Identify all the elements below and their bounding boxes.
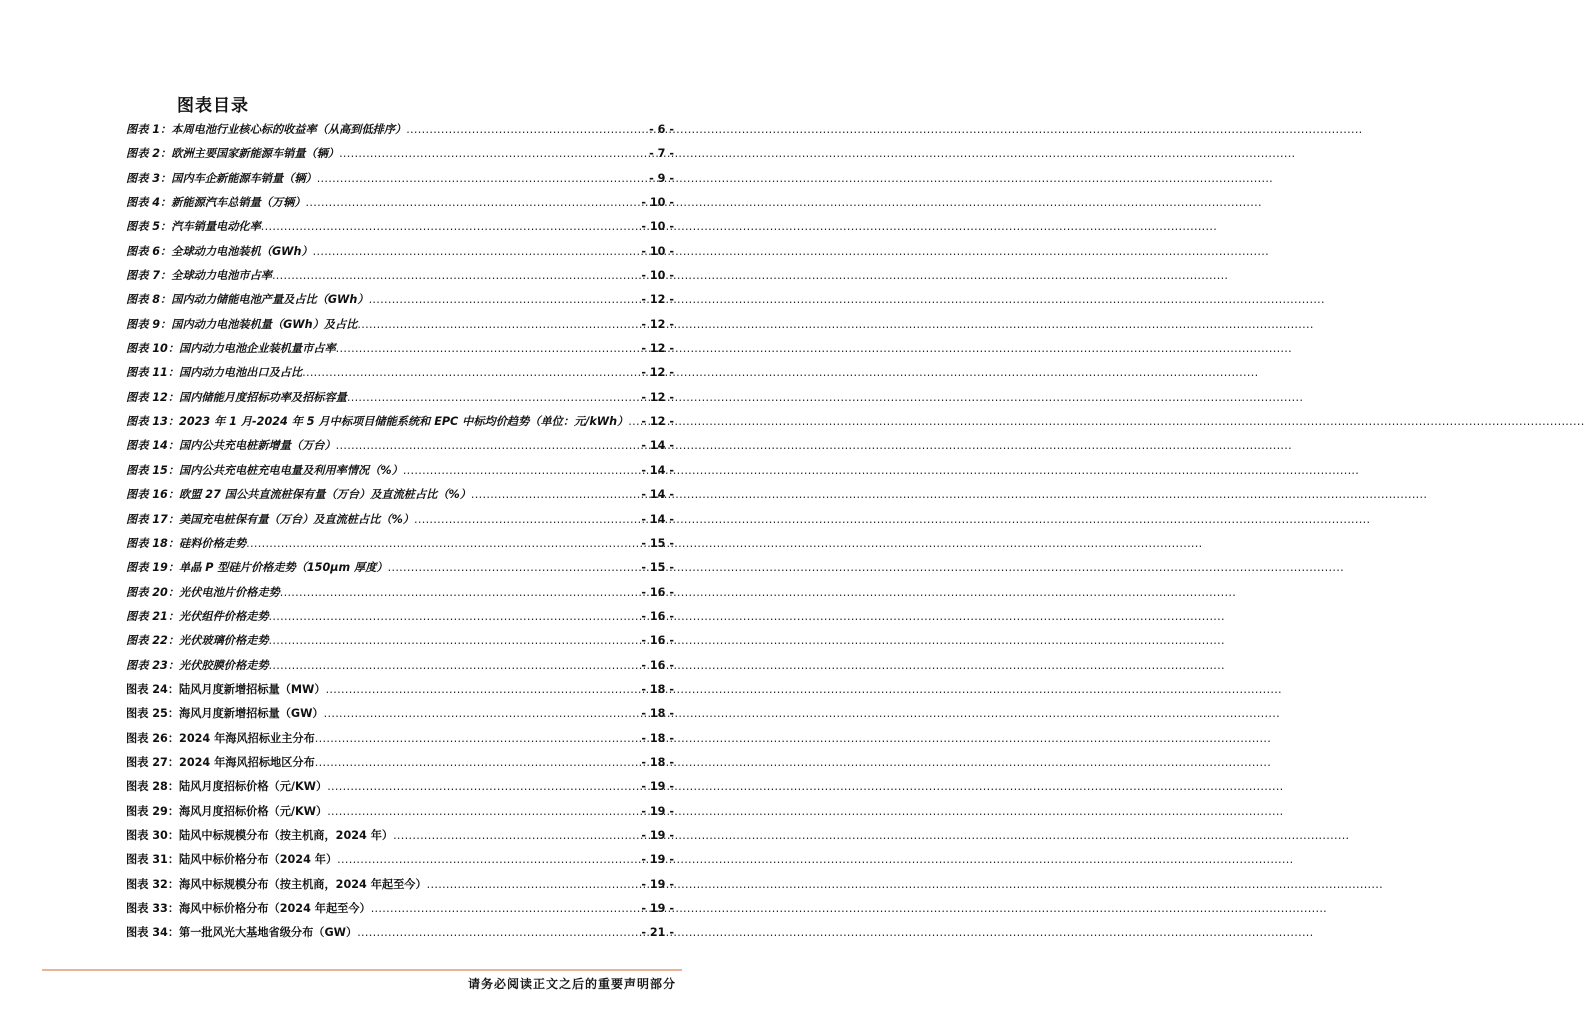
- toc-entry[interactable]: [126, 215, 674, 239]
- toc-entry-title: 陆风月度新增招标量（MW）: [179, 682, 326, 696]
- toc-entry-title: 海风中标价格分布（2024 年起至今）: [179, 902, 371, 915]
- toc-entry[interactable]: [126, 508, 674, 532]
- dot-leader: [388, 556, 642, 580]
- dot-leader: [357, 313, 641, 337]
- toc-entry-label: 图表 29：: [126, 804, 180, 818]
- toc-entry[interactable]: [126, 629, 674, 653]
- toc-entry-label: 图表 7：: [126, 269, 172, 283]
- toc-entry-page: - 19 -: [641, 780, 674, 794]
- toc-entry-label: 图表 3：: [126, 171, 172, 185]
- dot-leader: [336, 337, 642, 361]
- dot-leader: [327, 775, 641, 799]
- toc-entry-label: 图表 23：: [126, 658, 180, 672]
- toc-entry-label: 图表 31：: [126, 853, 180, 867]
- toc-entry-label: 图表 12：: [126, 390, 180, 404]
- toc-entry-page: - 16 -: [641, 585, 674, 599]
- toc-entry-label: 图表 4：: [126, 196, 172, 210]
- toc-entry-label: 图表 11：: [126, 366, 180, 380]
- toc-entry[interactable]: [126, 483, 674, 507]
- toc-entry-title: 全球动力电池装机（GWh）: [171, 244, 313, 258]
- toc-entry[interactable]: [126, 678, 674, 702]
- toc-entry-page: - 12 -: [641, 366, 674, 380]
- toc-entry-page: - 12 -: [641, 317, 674, 331]
- dot-leader: [336, 434, 642, 458]
- toc-entry[interactable]: [126, 824, 674, 848]
- toc-entry-page: - 12 -: [641, 293, 674, 307]
- dot-leader: [339, 142, 649, 166]
- toc-entry[interactable]: [126, 873, 674, 897]
- toc-entry[interactable]: [126, 751, 674, 775]
- toc-entry-label: 图表 1：: [126, 123, 172, 136]
- toc-entry[interactable]: [126, 386, 674, 410]
- toc-entry-label: 图表 2：: [126, 147, 172, 161]
- toc-entry-title: 陆风中标价格分布（2024 年）: [179, 853, 338, 867]
- toc-entry[interactable]: [126, 775, 674, 799]
- dot-leader: [313, 240, 642, 264]
- toc-entry-label: 图表 18：: [126, 536, 180, 550]
- toc-entry-page: - 21 -: [641, 926, 674, 940]
- toc-entry[interactable]: [126, 337, 674, 361]
- toc-entry-label: 图表 17：: [126, 512, 180, 526]
- toc-entry[interactable]: [126, 848, 674, 872]
- toc-entry-page: - 15 -: [641, 536, 674, 550]
- toc-entry-page: - 10 -: [641, 244, 674, 258]
- dot-leader: [357, 921, 641, 945]
- dot-leader: [326, 678, 642, 702]
- toc-entry-page: - 6 -: [649, 123, 674, 136]
- toc-entry-title: 欧洲主要国家新能源车销量（辆）: [171, 147, 340, 161]
- dot-leader: [246, 532, 641, 556]
- toc-entry[interactable]: [126, 654, 674, 678]
- toc-entry-label: 图表 20：: [126, 585, 180, 599]
- toc-entry[interactable]: [126, 897, 674, 921]
- dot-leader: [269, 629, 642, 653]
- toc-entry-page: - 18 -: [641, 682, 674, 696]
- dot-leader: [315, 751, 642, 775]
- toc-entry-title: 本周电池行业核心标的收益率（从高到低排序）: [171, 123, 407, 136]
- toc-entry-title: 2024 年海风招标地区分布: [179, 755, 315, 769]
- dot-leader: [269, 605, 642, 629]
- footer-divider: [42, 969, 682, 971]
- toc-entry-label: 图表 26：: [126, 731, 180, 745]
- toc-entry-page: - 16 -: [641, 609, 674, 623]
- dot-leader: [471, 483, 641, 507]
- toc-entry-label: 图表 6：: [126, 244, 172, 258]
- dot-leader: [327, 800, 641, 824]
- dot-leader: [406, 118, 649, 142]
- toc-entry-title: 国内动力电池出口及占比: [179, 366, 303, 380]
- toc-entry[interactable]: [126, 605, 674, 629]
- toc-entry-label: 图表 32：: [126, 877, 180, 891]
- toc-entry-title: 光伏电池片价格走势: [179, 585, 280, 599]
- toc-entry-page: - 19 -: [641, 853, 674, 867]
- toc-entry-title: 国内动力储能电池产量及占比（GWh）: [171, 293, 369, 307]
- toc-entry[interactable]: [126, 142, 674, 166]
- toc-entry-page: - 14 -: [641, 439, 674, 453]
- toc-entry-page: - 16 -: [641, 634, 674, 648]
- toc-entry-label: 图表 16：: [126, 488, 180, 502]
- toc-entry-page: - 19 -: [641, 804, 674, 818]
- toc-entry-page: - 9 -: [649, 171, 674, 185]
- toc-entry-page: - 18 -: [641, 731, 674, 745]
- toc-entry-page: - 10 -: [641, 269, 674, 283]
- toc-entry-page: - 12 -: [641, 342, 674, 356]
- toc-entry-page: - 18 -: [641, 755, 674, 769]
- toc-entry[interactable]: [126, 581, 674, 605]
- toc-entry[interactable]: [126, 921, 674, 945]
- toc-entry-label: 图表 14：: [126, 439, 180, 453]
- toc-entry[interactable]: [126, 167, 674, 191]
- toc-entry-label: 图表 19：: [126, 561, 180, 575]
- dot-leader: [371, 897, 642, 921]
- toc-entry-title: 海风月度新增招标量（GW）: [179, 707, 324, 721]
- toc-entry-label: 图表 13：: [126, 415, 180, 429]
- toc-entry-title: 新能源汽车总销量（万辆）: [171, 196, 306, 210]
- toc-entry-title: 海风月度招标价格（元/KW）: [179, 804, 328, 818]
- toc-entry-label: 图表 25：: [126, 707, 180, 721]
- toc-entry[interactable]: [126, 434, 674, 458]
- toc-entry-title: 海风中标规模分布（按主机商，2024 年起至今）: [179, 877, 427, 891]
- toc-entry-label: 图表 9：: [126, 317, 172, 331]
- toc-entry-page: - 10 -: [641, 220, 674, 234]
- toc-entry-page: - 12 -: [641, 415, 674, 429]
- toc-entry-title: 欧盟 27 国公共直流桩保有量（万台）及直流桩占比（%）: [179, 488, 471, 502]
- dot-leader: [315, 727, 642, 751]
- toc-entry[interactable]: [126, 556, 674, 580]
- toc-entry-title: 单晶 P 型硅片价格走势（150μm 厚度）: [179, 561, 388, 575]
- toc-entry-title: 国内车企新能源车销量（辆）: [171, 171, 317, 185]
- toc-entry-title: 国内公共充电桩新增量（万台）: [179, 439, 336, 453]
- toc-entry-label: 图表 24：: [126, 682, 180, 696]
- table-of-contents: [126, 118, 674, 946]
- dot-leader: [317, 167, 649, 191]
- toc-entry-page: - 10 -: [641, 196, 674, 210]
- toc-entry-label: 图表 22：: [126, 634, 180, 648]
- toc-entry-title: 2023 年 1 月-2024 年 5 月中标项目储能系统和 EPC 中标均价趋势（单位：元/kWh）: [179, 415, 629, 429]
- dot-leader: [403, 459, 642, 483]
- dot-leader: [272, 264, 641, 288]
- dot-leader: [427, 873, 642, 897]
- toc-entry-title: 美国充电桩保有量（万台）及直流桩占比（%）: [179, 512, 414, 526]
- toc-entry-label: 图表 33：: [126, 902, 180, 915]
- toc-entry-page: - 18 -: [641, 707, 674, 721]
- toc-entry-label: 图表 5：: [126, 220, 172, 234]
- toc-entry[interactable]: [126, 288, 674, 312]
- toc-entry-title: 陆风中标规模分布（按主机商，2024 年）: [179, 828, 394, 842]
- toc-entry[interactable]: [126, 191, 674, 215]
- dot-leader: [628, 410, 641, 434]
- dot-leader: [324, 702, 642, 726]
- dot-leader: [261, 215, 642, 239]
- toc-entry-page: - 15 -: [641, 561, 674, 575]
- toc-entry-label: 图表 10：: [126, 342, 180, 356]
- toc-entry-page: - 14 -: [641, 488, 674, 502]
- toc-entry-label: 图表 21：: [126, 609, 180, 623]
- toc-entry-title: 第一批风光大基地省级分布（GW）: [179, 926, 358, 940]
- toc-entry[interactable]: [126, 727, 674, 751]
- toc-entry-title: 2024 年海风招标业主分布: [179, 731, 315, 745]
- toc-entry-page: - 7 -: [649, 147, 674, 161]
- dot-leader: [337, 848, 641, 872]
- toc-entry-title: 国内公共充电桩充电电量及利用率情况（%）: [179, 463, 403, 477]
- toc-entry[interactable]: [126, 118, 674, 142]
- dot-leader: [414, 508, 641, 532]
- toc-entry[interactable]: [126, 702, 674, 726]
- toc-entry[interactable]: [126, 313, 674, 337]
- toc-entry-page: - 14 -: [641, 512, 674, 526]
- toc-entry-label: 图表 8：: [126, 293, 172, 307]
- dot-leader: [280, 581, 642, 605]
- toc-entry-title: 国内动力电池企业装机量市占率: [179, 342, 336, 356]
- dot-leader: [347, 386, 641, 410]
- toc-entry-label: 图表 34：: [126, 926, 180, 940]
- footer-disclaimer: 请务必阅读正文之后的重要声明部分: [467, 977, 676, 991]
- toc-entry-label: 图表 28：: [126, 780, 180, 794]
- toc-entry-page: - 19 -: [641, 902, 674, 915]
- toc-heading: 图表目录: [177, 96, 249, 116]
- toc-entry-title: 光伏组件价格走势: [179, 609, 269, 623]
- dot-leader: [306, 191, 642, 215]
- toc-entry-title: 全球动力电池市占率: [171, 269, 272, 283]
- toc-entry[interactable]: [126, 240, 674, 264]
- toc-entry-page: - 16 -: [641, 658, 674, 672]
- toc-entry-label: 图表 15：: [126, 463, 180, 477]
- dot-leader: [302, 361, 641, 385]
- toc-entry-title: 国内储能月度招标功率及招标容量: [179, 390, 347, 404]
- dot-leader: [393, 824, 641, 848]
- toc-entry-title: 陆风月度招标价格（元/KW）: [179, 780, 328, 794]
- dot-leader: [369, 288, 642, 312]
- toc-entry-title: 汽车销量电动化率: [171, 220, 261, 234]
- toc-entry-title: 光伏胶膜价格走势: [179, 658, 269, 672]
- toc-entry[interactable]: [126, 459, 674, 483]
- dot-leader: [269, 654, 642, 678]
- toc-entry[interactable]: [126, 532, 674, 556]
- toc-entry[interactable]: [126, 361, 674, 385]
- toc-entry-label: 图表 30：: [126, 828, 180, 842]
- toc-entry-page: - 19 -: [641, 877, 674, 891]
- toc-entry-page: - 12 -: [641, 390, 674, 404]
- toc-entry[interactable]: [126, 264, 674, 288]
- toc-entry-title: 光伏玻璃价格走势: [179, 634, 269, 648]
- toc-entry-page: - 14 -: [641, 463, 674, 477]
- toc-entry[interactable]: [126, 800, 674, 824]
- toc-entry-label: 图表 27：: [126, 755, 180, 769]
- toc-entry-page: - 19 -: [641, 828, 674, 842]
- toc-entry-title: 硅料价格走势: [179, 536, 247, 550]
- toc-entry-title: 国内动力电池装机量（GWh）及占比: [171, 317, 358, 331]
- toc-entry[interactable]: [126, 410, 674, 434]
